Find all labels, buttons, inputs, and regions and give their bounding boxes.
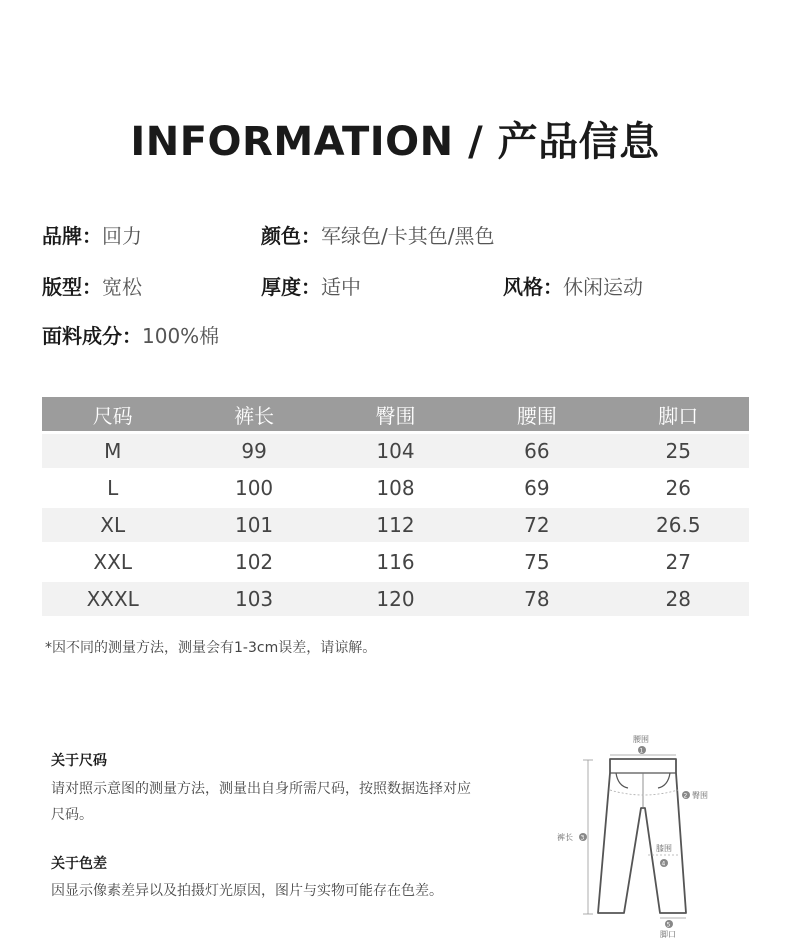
fit-label: 版型： bbox=[42, 275, 102, 299]
diagram-label-hip: 臀围 bbox=[692, 791, 708, 800]
table-cell: 120 bbox=[325, 581, 466, 617]
about-color-title: 关于色差 bbox=[51, 856, 107, 872]
marker-1-number: 1 bbox=[639, 747, 644, 755]
marker-5-number: 5 bbox=[666, 921, 671, 929]
marker-4-number: 4 bbox=[661, 860, 666, 868]
table-cell: 25 bbox=[608, 433, 749, 470]
fabric-info bbox=[42, 320, 219, 349]
size-table bbox=[42, 397, 749, 616]
table-cell: 26 bbox=[608, 470, 749, 507]
about-size-body: 请对照示意图的测量方法，测量出自身所需尺码，按照数据选择对应尺码。 bbox=[51, 781, 471, 823]
color-label: 颜色： bbox=[261, 224, 321, 248]
fit-info bbox=[42, 271, 142, 300]
table-cell: 66 bbox=[466, 433, 607, 470]
brand-label: 品牌： bbox=[42, 224, 102, 248]
marker-2-number: 2 bbox=[683, 792, 688, 800]
header-hip: 臀围 bbox=[325, 397, 466, 433]
table-row bbox=[42, 507, 749, 544]
diagram-label-waist: 腰围 bbox=[633, 735, 649, 744]
table-row bbox=[42, 470, 749, 507]
fit-value: 宽松 bbox=[102, 275, 142, 299]
table-cell: 72 bbox=[466, 507, 607, 544]
table-cell: 108 bbox=[325, 470, 466, 507]
size-table-header bbox=[42, 397, 749, 433]
header-waist: 腰围 bbox=[466, 397, 607, 433]
fabric-value: 100%棉 bbox=[142, 324, 220, 348]
pants-measurement-diagram bbox=[548, 728, 728, 943]
table-cell: 100 bbox=[183, 470, 324, 507]
pants-outline-icon bbox=[598, 759, 686, 913]
color-value: 军绿色/卡其色/黑色 bbox=[321, 224, 495, 248]
table-cell: 101 bbox=[183, 507, 324, 544]
diagram-label-knee: 膝围 bbox=[656, 844, 672, 853]
table-cell: 27 bbox=[608, 544, 749, 581]
table-cell: XXL bbox=[42, 544, 183, 581]
table-cell: 103 bbox=[183, 581, 324, 617]
table-cell: 102 bbox=[183, 544, 324, 581]
table-cell: 104 bbox=[325, 433, 466, 470]
table-cell: XL bbox=[42, 507, 183, 544]
brand-info bbox=[42, 220, 142, 249]
thickness-label: 厚度： bbox=[261, 275, 321, 299]
style-value: 休闲运动 bbox=[563, 275, 643, 299]
style-label: 风格： bbox=[503, 275, 563, 299]
about-size-title: 关于尺码 bbox=[51, 753, 107, 769]
style-info bbox=[503, 271, 643, 300]
marker-3-number: 3 bbox=[580, 834, 585, 842]
brand-value: 回力 bbox=[102, 224, 142, 248]
table-row bbox=[42, 433, 749, 470]
diagram-label-hem: 脚口 bbox=[660, 930, 676, 939]
about-color-body: 因显示像素差异以及拍摄灯光原因，图片与实物可能存在色差。 bbox=[51, 883, 443, 899]
header-hem: 脚口 bbox=[608, 397, 749, 433]
page-title: INFORMATION / 产品信息 bbox=[130, 119, 660, 165]
table-row bbox=[42, 544, 749, 581]
color-info bbox=[261, 220, 494, 249]
table-cell: 69 bbox=[466, 470, 607, 507]
table-cell: 78 bbox=[466, 581, 607, 617]
diagram-label-length: 裤长 bbox=[557, 833, 573, 842]
table-cell: M bbox=[42, 433, 183, 470]
thickness-info bbox=[261, 271, 361, 300]
table-cell: 75 bbox=[466, 544, 607, 581]
fabric-label: 面料成分： bbox=[42, 324, 142, 348]
table-cell: 116 bbox=[325, 544, 466, 581]
header-size: 尺码 bbox=[42, 397, 183, 433]
table-cell: 112 bbox=[325, 507, 466, 544]
table-cell: 26.5 bbox=[608, 507, 749, 544]
thickness-value: 适中 bbox=[321, 275, 361, 299]
table-cell: XXXL bbox=[42, 581, 183, 617]
table-cell: L bbox=[42, 470, 183, 507]
table-cell: 99 bbox=[183, 433, 324, 470]
table-row bbox=[42, 581, 749, 617]
measurement-note: *因不同的测量方法，测量会有1-3cm误差，请谅解。 bbox=[45, 640, 377, 656]
table-cell: 28 bbox=[608, 581, 749, 617]
header-length: 裤长 bbox=[183, 397, 324, 433]
